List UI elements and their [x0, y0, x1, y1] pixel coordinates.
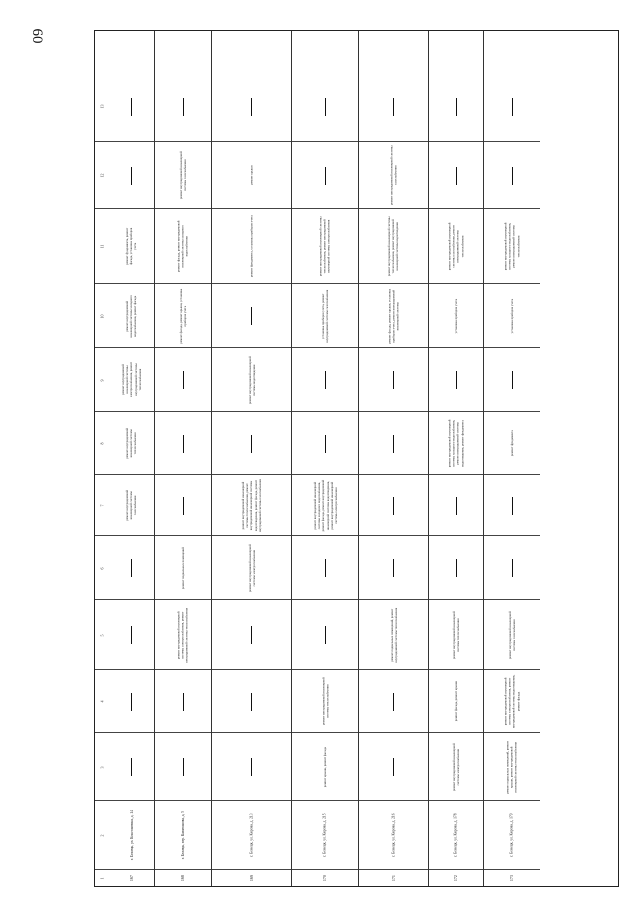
row-167-col-7 [109, 475, 154, 536]
empty-dash [183, 435, 184, 453]
empty-dash [131, 98, 132, 116]
column-number: 2 [99, 834, 105, 837]
row-172-col-1 [429, 870, 483, 886]
row-167-col-3 [109, 733, 154, 801]
work-description: ремонт фасада, ремонт крыши, установка приборов учета [178, 288, 187, 344]
header-col-10 [95, 284, 109, 348]
empty-dash [325, 167, 326, 185]
row-168-col-9 [155, 348, 211, 412]
work-description: ремонт фасада, ремонт внутридомовой инженерной системы холодного водоснабжения [176, 220, 190, 273]
work-description: ремонт внутридомовой инженерной системы газоснабжения [125, 490, 138, 521]
empty-dash [251, 435, 252, 453]
row-number: 168 [179, 874, 185, 881]
empty-dash [131, 559, 132, 577]
row-172-col-3 [429, 733, 483, 801]
empty-dash [512, 371, 513, 389]
empty-dash [251, 98, 252, 116]
row-167-col-13 [109, 71, 154, 142]
row-167-col-9 [109, 348, 154, 412]
column-number: 7 [99, 504, 105, 507]
row-171-col-3 [359, 733, 428, 801]
address-text: г. Бежецк, ул. Константина, д. 14 [129, 810, 134, 861]
row-169-col-2 [212, 801, 291, 870]
work-description: ремонт внутридомовой инженерной системы электроснабжения, ремонт внутридомовой системы водоотведения, ремонт фасада [503, 674, 521, 729]
empty-dash [393, 435, 394, 453]
address-text: г. Бежецк, ул. Кирова, д. 213 [249, 813, 254, 858]
work-description: ремонт внутридомовой инженерной системы газоснабжения [178, 151, 187, 200]
column-number: 10 [99, 314, 105, 318]
address-text: г. Бежецк, пер. Капитанова, д. 5 [180, 811, 185, 860]
row-173-col-6 [484, 536, 540, 600]
empty-dash [456, 497, 457, 515]
row-172-col-5 [429, 600, 483, 670]
work-description: ремонт фундамента [509, 430, 514, 457]
work-description: ремонт внутридомовой инженерной системы теплоснабжения [320, 677, 329, 726]
empty-dash [456, 167, 457, 185]
empty-dash [251, 307, 252, 325]
work-description: ремонт подвальных помещений, ремонт внутридомовой системы теплоснабжения [389, 607, 398, 663]
table-row [428, 31, 483, 886]
empty-dash [251, 693, 252, 711]
column-number: 11 [99, 244, 105, 249]
table-row [211, 31, 291, 886]
row-171-col-4 [359, 670, 428, 733]
row-169-col-4 [212, 670, 291, 733]
work-description: ремонт внутридомовой инженерной системы холодного водоснабжения, ремонт фасада [125, 294, 138, 338]
empty-dash [393, 559, 394, 577]
table-header-row [95, 31, 109, 886]
row-number: 170 [321, 874, 327, 881]
row-173-col-4 [484, 670, 540, 733]
row-number: 173 [508, 874, 514, 881]
header-col-8 [95, 412, 109, 475]
column-number: 5 [99, 634, 105, 636]
address-text: г. Бежецк, ул. Кирова, д. 215 [322, 813, 327, 858]
empty-dash [393, 98, 394, 116]
row-169-col-11 [212, 209, 291, 284]
work-description: ремонт подвальных помещений, ремонт крыши, ремонт внутридомовой инженерной системы теплоснабжения [505, 740, 519, 794]
empty-dash [183, 758, 184, 776]
empty-dash [183, 497, 184, 515]
work-description: ремонт внутридомовой инженерной системы газоснабжения, ремонт внутридомовой системы теплоснабжения [447, 222, 465, 271]
row-169-col-5 [212, 600, 291, 670]
row-169-col-3 [212, 733, 291, 801]
row-173-col-11 [484, 209, 540, 284]
empty-dash [325, 371, 326, 389]
row-172-col-2 [429, 801, 483, 870]
work-description: ремонт внутридомовой инженерной системы теплоснабжения, ремонт внутридомовой инженерной системы водоотведения [387, 216, 400, 277]
row-number: 171 [390, 874, 396, 881]
row-171-col-9 [359, 348, 428, 412]
row-173-col-5 [484, 600, 540, 670]
row-171-col-1 [359, 870, 428, 886]
work-description: ремонт внутридомовой инженерной системы холодного водоснабжения, ремонт внутридомовой системы водоотведения, ремонт фундамента [447, 419, 465, 468]
empty-dash [393, 497, 394, 515]
table [94, 30, 619, 887]
row-169-col-7 [212, 475, 291, 536]
row-170-col-3 [292, 733, 358, 801]
row-169-col-8 [212, 412, 291, 475]
page-number: 60 [29, 28, 45, 44]
empty-dash [512, 98, 513, 116]
header-col-3 [95, 733, 109, 801]
work-description: ремонт внутридомовой инженерной системы теплоснабжения [125, 428, 138, 459]
row-170-col-8 [292, 412, 358, 475]
empty-dash [456, 98, 457, 116]
row-168-col-7 [155, 475, 211, 536]
empty-dash [325, 435, 326, 453]
header-col-5 [95, 600, 109, 670]
work-description: ремонт внутридомовой инженерной системы водоотведения [247, 356, 256, 404]
row-168-col-12 [155, 142, 211, 209]
header-col-2 [95, 801, 109, 870]
row-173-col-10 [484, 284, 540, 348]
row-172-col-6 [429, 536, 483, 600]
column-number: 3 [99, 766, 105, 768]
row-169-col-10 [212, 284, 291, 348]
row-170-col-12 [292, 142, 358, 209]
column-number: 9 [99, 379, 105, 381]
table-row [358, 31, 428, 886]
row-169-col-6 [212, 536, 291, 600]
row-167-col-11 [109, 209, 154, 284]
work-description: ремонт внутридомовой инженерной системы теплоснабжения, ремонт внутридомовой инженерной системы водоотведения, ремонт фасада, ремонт внутридомовой системы газоснабжения [240, 479, 262, 532]
row-167-col-2 [109, 801, 154, 870]
column-number: 1 [99, 877, 105, 879]
work-description: ремонт фундамента, ремонт фасада, установка приборов учета [125, 227, 138, 266]
empty-dash [131, 626, 132, 644]
row-number: 167 [128, 874, 134, 881]
empty-dash [183, 371, 184, 389]
empty-dash [251, 626, 252, 644]
work-description: установка приборов учета, ремонт внутридомовой системы газоснабжения [320, 289, 329, 343]
column-number: 4 [99, 700, 105, 703]
row-171-col-12 [359, 142, 428, 209]
row-168-col-5 [155, 600, 211, 670]
table-row [109, 31, 154, 886]
row-169-col-13 [212, 71, 291, 142]
table-row [291, 31, 358, 886]
work-description: установка приборов учета [509, 298, 514, 334]
work-description: ремонт крыши, ремонт фасада [322, 746, 327, 788]
column-number: 8 [99, 442, 105, 445]
row-167-col-8 [109, 412, 154, 475]
empty-dash [183, 693, 184, 711]
work-description: ремонт подвальных помещений [180, 547, 185, 589]
row-171-col-2 [359, 801, 428, 870]
row-171-col-8 [359, 412, 428, 475]
row-169-col-1 [212, 870, 291, 886]
work-description: ремонт фундамента, установка приборов учета [249, 215, 254, 278]
row-173-col-2 [484, 801, 540, 870]
row-170-col-13 [292, 71, 358, 142]
work-description: ремонт внутридомовой инженерной системы холодного водоснабжения, ремонт фасада, ремонт внутридомовой инженерной системы водоотведения, ремонт внутридомовой инженерной системы электроснабжения [312, 479, 338, 532]
table-row [154, 31, 211, 886]
row-173-col-1 [484, 870, 540, 886]
empty-dash [393, 693, 394, 711]
row-171-col-7 [359, 475, 428, 536]
work-description: ремонт внутридомовой инженерной системы электроснабжения, ремонт внутридомовой системы теплоснабжения [120, 362, 142, 398]
column-number: 6 [99, 567, 105, 569]
empty-dash [456, 371, 457, 389]
row-171-col-5 [359, 600, 428, 670]
header-col-11 [95, 209, 109, 284]
row-172-col-8 [429, 412, 483, 475]
empty-dash [251, 758, 252, 776]
empty-dash [325, 98, 326, 116]
row-173-col-8 [484, 412, 540, 475]
row-168-col-4 [155, 670, 211, 733]
header-col-7 [95, 475, 109, 536]
row-170-col-10 [292, 284, 358, 348]
row-171-col-11 [359, 209, 428, 284]
row-168-col-11 [155, 209, 211, 284]
row-172-col-7 [429, 475, 483, 536]
address-text: г. Бежецк, ул. Кирова, д. 216 [391, 813, 396, 858]
row-173-col-12 [484, 142, 540, 209]
header-col-6 [95, 536, 109, 600]
row-171-col-13 [359, 71, 428, 142]
row-172-col-13 [429, 71, 483, 142]
row-172-col-9 [429, 348, 483, 412]
row-173-col-7 [484, 475, 540, 536]
row-167-col-5 [109, 600, 154, 670]
row-number: 172 [452, 874, 458, 881]
row-172-col-10 [429, 284, 483, 348]
row-170-col-4 [292, 670, 358, 733]
row-168-col-13 [155, 71, 211, 142]
empty-dash [456, 559, 457, 577]
work-description: ремонт внутридомовой инженерной системы газоснабжения [389, 145, 398, 206]
work-description: ремонт крыши [249, 165, 254, 186]
work-description: ремонт внутридомовой инженерной системы газоснабжения [507, 611, 516, 659]
row-173-col-9 [484, 348, 540, 412]
row-168-col-10 [155, 284, 211, 348]
row-172-col-11 [429, 209, 483, 284]
work-description: ремонт внутридомовой инженерной системы холодного водоснабжения, ремонт внутридомовой системы теплоснабжения [503, 222, 521, 271]
empty-dash [512, 559, 513, 577]
work-description: ремонт внутридомовой инженерной системы теплоснабжения, ремонт внутридомовой инженерной системы электроснабжения [318, 216, 332, 277]
table-row [483, 31, 540, 886]
work-description: установка приборов учета [453, 298, 458, 334]
header-col-13 [95, 71, 109, 142]
header-col-4 [95, 670, 109, 733]
header-col-9 [95, 348, 109, 412]
row-167-col-10 [109, 284, 154, 348]
empty-dash [183, 98, 184, 116]
row-169-col-12 [212, 142, 291, 209]
row-171-col-10 [359, 284, 428, 348]
column-number: 12 [99, 173, 105, 178]
row-170-col-6 [292, 536, 358, 600]
row-173-col-3 [484, 733, 540, 801]
row-172-col-12 [429, 142, 483, 209]
row-170-col-1 [292, 870, 358, 886]
row-172-col-4 [429, 670, 483, 733]
work-description: ремонт внутридомовой инженерной системы электроснабжения [247, 544, 256, 592]
empty-dash [325, 626, 326, 644]
address-text: г. Бежецк, ул. Кирова, д. 179 [509, 813, 514, 858]
row-167-col-4 [109, 670, 154, 733]
header-col-12 [95, 142, 109, 209]
row-171-col-6 [359, 536, 428, 600]
row-170-col-7 [292, 475, 358, 536]
row-173-col-13 [484, 71, 540, 142]
row-170-col-2 [292, 801, 358, 870]
row-168-col-1 [155, 870, 211, 886]
row-167-col-12 [109, 142, 154, 209]
work-description: ремонт фасада, ремонт крыши [453, 681, 458, 722]
row-170-col-5 [292, 600, 358, 670]
row-168-col-2 [155, 801, 211, 870]
empty-dash [393, 758, 394, 776]
row-168-col-6 [155, 536, 211, 600]
header-col-1 [95, 870, 109, 886]
row-number: 169 [248, 874, 254, 881]
work-description: ремонт внутридомовой инженерной системы теплоснабжения [451, 611, 460, 659]
empty-dash [512, 167, 513, 185]
row-168-col-8 [155, 412, 211, 475]
work-description: ремонт внутридомовой инженерной системы электроснабжения [451, 743, 460, 791]
row-167-col-1 [109, 870, 154, 886]
row-169-col-9 [212, 348, 291, 412]
empty-dash [393, 371, 394, 389]
empty-dash [131, 167, 132, 185]
empty-dash [512, 497, 513, 515]
empty-dash [131, 693, 132, 711]
row-170-col-9 [292, 348, 358, 412]
work-description: ремонт фасада, ремонт крыши, установка приборов учета, ремонт внутридомовой инженерной системы [387, 288, 400, 344]
row-170-col-11 [292, 209, 358, 284]
empty-dash [131, 758, 132, 776]
row-168-col-3 [155, 733, 211, 801]
column-number: 13 [99, 104, 105, 109]
address-text: г. Бежецк, ул. Кирова, д. 178 [453, 813, 458, 858]
work-description: ремонт внутридомовой инженерной системы электроснабжения, ремонт внутридомовой системы теплоснабжения [176, 607, 190, 663]
row-167-col-6 [109, 536, 154, 600]
empty-dash [325, 559, 326, 577]
